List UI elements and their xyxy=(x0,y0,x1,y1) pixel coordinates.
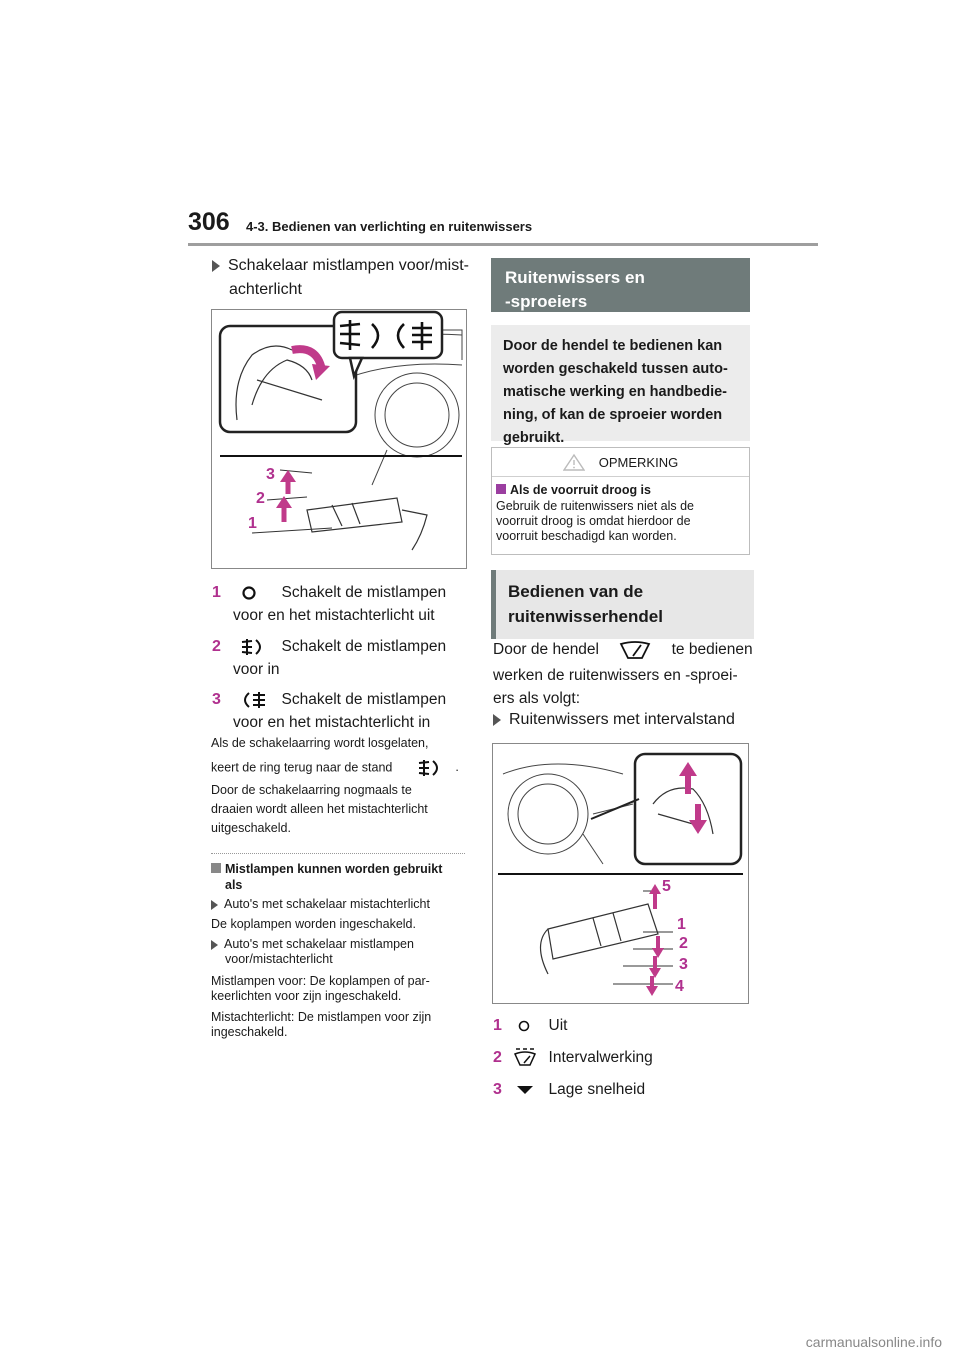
fog-switch-heading xyxy=(212,253,469,278)
sub2-text: Auto's met schakelaar mistlampen xyxy=(224,937,414,951)
note-line2: voorruit droog is omdat hierdoor de xyxy=(496,514,691,528)
item-text: Lage snelheid xyxy=(548,1081,646,1098)
wiper-section-heading xyxy=(491,258,750,312)
sub2-line2: voor/mistachterlicht xyxy=(225,952,333,966)
fog-item-3 xyxy=(212,687,446,712)
item-number: 3 xyxy=(212,691,221,708)
item-number: 3 xyxy=(493,1081,502,1098)
low-speed-icon xyxy=(514,1082,538,1098)
fog-item-1 xyxy=(212,580,446,605)
interval-wiper-icon xyxy=(512,1048,538,1068)
interval-bullet-text: Ruitenwissers met intervalstand xyxy=(509,711,735,728)
sub1-text: Auto's met schakelaar mistachterlicht xyxy=(224,897,430,911)
sub2-body2-line1: Mistachterlicht: De mistlampen voor zijn xyxy=(211,1010,432,1024)
item-number: 2 xyxy=(212,638,221,655)
note-line3: voorruit beschadigd kan worden. xyxy=(496,529,677,543)
sub1 xyxy=(211,895,430,913)
bullet-triangle-icon xyxy=(211,940,218,950)
intro-box xyxy=(491,325,750,446)
section-title: 4-3. Bedienen van verlichting en ruitenwissers xyxy=(246,219,533,234)
note-body xyxy=(492,499,749,544)
mist-heading-line2: als xyxy=(225,878,243,892)
wiper-item-1 xyxy=(493,1013,567,1038)
note-header xyxy=(492,448,749,477)
square-bullet-icon xyxy=(211,863,221,873)
wiper-lever-heading xyxy=(491,570,754,639)
bullet-triangle-icon xyxy=(211,900,218,910)
item-text: Schakelt de mistlampen xyxy=(281,638,447,655)
front-fog-icon xyxy=(239,637,269,657)
watermark: carmanualsonline.info xyxy=(805,1334,942,1350)
intro-line5: gebruikt. xyxy=(503,430,565,446)
para1-period: . xyxy=(455,760,459,775)
item-number: 1 xyxy=(212,584,221,601)
intro-line2: worden geschakeld tussen auto- xyxy=(503,361,728,377)
divider xyxy=(211,853,465,854)
fog-switch-heading-line2: achterlicht xyxy=(229,281,302,298)
para2-line3: uitgeschakeld. xyxy=(211,821,291,835)
sub1-body: De koplampen worden ingeschakeld. xyxy=(211,917,416,931)
figure-number-5: 5 xyxy=(662,878,671,895)
item-text: Schakelt de mistlampen xyxy=(281,584,447,601)
note-heading-text: Als de voorruit droog is xyxy=(510,483,651,497)
sub2-body-line2: keerlichten voor zijn ingeschakeld. xyxy=(211,989,402,1003)
front-fog-icon xyxy=(406,758,446,778)
intro-line1: Door de hendel te bedienen kan xyxy=(503,338,723,354)
note-label: OPMERKING xyxy=(598,454,679,470)
mist-heading xyxy=(211,860,442,878)
wiper-heading-line2: -sproeiers xyxy=(505,292,588,311)
header-rule xyxy=(188,243,818,246)
lever-heading-line2: ruitenwisserhendel xyxy=(508,607,663,626)
bullet-triangle-icon xyxy=(493,714,501,726)
lever-heading-line1: Bedienen van de xyxy=(508,582,644,601)
mist-heading-line1: Mistlampen kunnen worden gebruikt xyxy=(225,862,443,876)
item-number: 2 xyxy=(493,1049,502,1066)
note-line1: Gebruik de ruitenwissers niet als de xyxy=(496,499,695,513)
off-circle-icon xyxy=(514,1018,538,1034)
fog-item-3-line2: voor en het mistachterlicht in xyxy=(233,714,431,731)
lever-text-a2: te bedienen xyxy=(671,641,753,658)
interval-bullet xyxy=(493,707,735,732)
item-text: Schakelt de mistlampen xyxy=(281,691,447,708)
wiper-item-2 xyxy=(493,1045,653,1070)
para2-line2: draaien wordt alleen het mistachterlicht xyxy=(211,802,428,816)
fog-item-2 xyxy=(212,634,446,659)
fog-item-2-line2: voor in xyxy=(233,661,280,678)
bullet-triangle-icon xyxy=(212,260,220,272)
wiper-heading-line1: Ruitenwissers en xyxy=(505,268,645,287)
square-bullet-icon xyxy=(496,484,506,494)
para1-line2 xyxy=(211,758,459,778)
note-box xyxy=(491,447,750,555)
intro-line3: matische werking en handbedie- xyxy=(503,384,727,400)
fog-switch-heading-line1: Schakelaar mistlampen voor/mist- xyxy=(228,257,469,274)
item-number: 1 xyxy=(493,1017,502,1034)
note-heading xyxy=(492,477,749,499)
lever-text-line1 xyxy=(493,637,753,662)
item-text: Intervalwerking xyxy=(548,1049,653,1066)
wiper-lever-figure xyxy=(492,743,749,1004)
para1-text: keert de ring terug naar de stand xyxy=(211,760,393,775)
fog-off-icon xyxy=(239,585,269,601)
fog-item-1-line2: voor en het mistachterlicht uit xyxy=(233,607,435,624)
wiper-icon xyxy=(609,639,661,661)
figure-number-3: 3 xyxy=(679,956,688,973)
wiper-item-3 xyxy=(493,1077,645,1102)
sub2-body-line1: Mistlampen voor: De koplampen of par- xyxy=(211,974,430,988)
wiper-lever-illustration xyxy=(493,744,748,1003)
lever-text-line2: werken de ruitenwissers en -sproei- xyxy=(493,667,738,684)
figure-number-3: 3 xyxy=(266,466,275,483)
fog-switch-figure xyxy=(211,309,467,569)
lever-text-a1: Door de hendel xyxy=(493,641,599,658)
figure-number-1: 1 xyxy=(677,916,686,933)
rear-fog-icon xyxy=(239,690,269,710)
item-text: Uit xyxy=(548,1017,568,1034)
figure-number-2: 2 xyxy=(679,935,688,952)
para2-line1: Door de schakelaarring nogmaals te xyxy=(211,783,412,797)
figure-number-2: 2 xyxy=(256,490,265,507)
figure-number-4: 4 xyxy=(675,978,684,995)
para1-line1: Als de schakelaarring wordt losgelaten, xyxy=(211,736,429,750)
lever-text-line3: ers als volgt: xyxy=(493,690,581,707)
warning-icon xyxy=(563,453,585,471)
sub2-body2-line2: ingeschakeld. xyxy=(211,1025,288,1039)
figure-number-1: 1 xyxy=(248,515,257,532)
intro-line4: ning, of kan de sproeier worden xyxy=(503,407,723,423)
page-number: 306 xyxy=(188,208,230,236)
